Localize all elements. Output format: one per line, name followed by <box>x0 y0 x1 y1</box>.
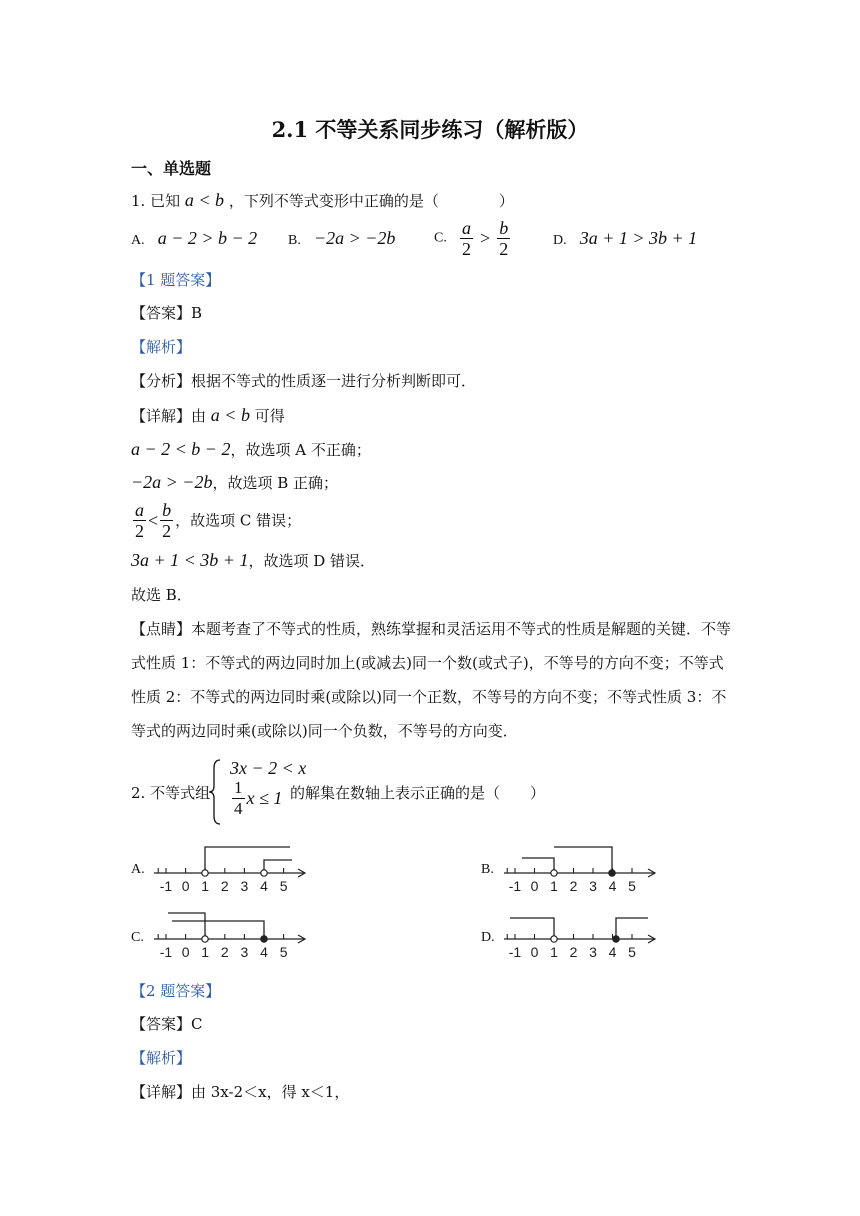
q2-analysis-header: 【解析】 <box>131 1049 192 1067</box>
denominator: 2 <box>135 521 144 541</box>
system-frac <box>232 778 245 819</box>
range-bracket-c1 <box>168 913 205 939</box>
option-c-frac-right <box>497 218 510 259</box>
closed-dot <box>261 936 267 942</box>
q1-detail-line-b <box>131 472 338 493</box>
tick-label: -1 <box>508 944 522 960</box>
denominator: 4 <box>234 799 243 818</box>
q1-option-a <box>131 228 257 249</box>
tick-label: 1 <box>550 878 558 894</box>
q1-stem-suffix: ，下列不等式变形中正确的是（ ） <box>228 192 514 210</box>
tick-label: 1 <box>201 944 210 960</box>
tick-label: 3 <box>240 944 249 960</box>
option-a-math: a − 2 > b − 2 <box>157 228 258 248</box>
q1-dianjing-4: 等式的两边同时乘(或除以)同一个负数，不等号的方向变． <box>131 722 518 740</box>
tick-label: 1 <box>550 944 558 960</box>
denominator: 2 <box>499 239 509 259</box>
detail-suffix: 可得 <box>254 407 285 425</box>
q2-choice-c-label: C. <box>131 930 144 945</box>
q1-answer-header: 【1 题答案】 <box>131 271 221 289</box>
tick-label: 5 <box>628 878 636 894</box>
q1-stem-prefix: 1. 已知 <box>131 192 181 210</box>
line-text: ，故选项 C 错误； <box>175 511 302 530</box>
open-dot <box>202 936 208 942</box>
tick-label: -1 <box>508 878 522 894</box>
tick-label: 5 <box>279 944 288 960</box>
tick-label: 0 <box>181 944 190 960</box>
range-bracket-d1 <box>510 918 554 939</box>
tick-label: 5 <box>279 878 288 894</box>
system-ineq-1: 3x − 2 < x <box>230 758 307 778</box>
line-text: ，故选项 D 错误． <box>248 552 376 570</box>
q1-dianjing-2: 式性质 1：不等式的两边同时加上(或减去)同一个数(或式子)，不等号的方向不变；不等式 <box>131 654 724 672</box>
option-b-math: −2a > −2b <box>313 228 396 248</box>
detail-prefix: 【详解】由 <box>131 407 207 425</box>
open-dot <box>261 870 267 876</box>
numerator: b <box>162 500 172 520</box>
tick-label: 4 <box>608 878 617 894</box>
range-bracket-a2 <box>264 860 292 873</box>
tick-label: 2 <box>569 944 578 960</box>
option-d-math: 3a + 1 > 3b + 1 <box>579 228 698 248</box>
line-op: < <box>148 510 159 531</box>
open-dot <box>202 870 208 876</box>
tick-label: 2 <box>220 878 229 894</box>
line-frac-left <box>133 500 146 541</box>
tick-label: -1 <box>159 944 173 960</box>
q2-choice-b-label: B. <box>481 862 494 877</box>
line-frac-right <box>160 500 173 541</box>
option-c-frac-left <box>460 218 473 259</box>
tick-label: 2 <box>569 878 578 894</box>
numerator: a <box>461 218 471 238</box>
denominator: 2 <box>162 521 172 541</box>
option-label: B. <box>288 233 301 248</box>
tick-label: 3 <box>240 878 249 894</box>
q2-answer: 【答案】C <box>131 1015 203 1033</box>
q1-option-d <box>553 228 697 249</box>
number-line-c <box>150 907 310 963</box>
q1-stem <box>131 190 514 211</box>
system-ineq-2: x ≤ 1 <box>246 788 283 808</box>
number-line-axis <box>504 934 655 960</box>
section-heading: 一、单选题 <box>131 159 212 178</box>
q1-detail-line-d <box>131 550 375 571</box>
q2-answer-header: 【2 题答案】 <box>131 982 221 1000</box>
q1-analysis-header: 【解析】 <box>131 338 192 356</box>
option-label: C. <box>434 230 447 246</box>
q1-conclusion: 故选 B． <box>131 586 192 604</box>
line-math: 3a + 1 < 3b + 1 <box>131 550 249 570</box>
tick-label: 2 <box>220 944 229 960</box>
open-dot <box>551 936 557 942</box>
q2-stem-prefix: 2. 不等式组 <box>131 784 211 802</box>
q2-stem-suffix: 的解集在数轴上表示正确的是（ ） <box>290 784 546 802</box>
number-line-axis <box>154 868 305 894</box>
line-math: −2a > −2b <box>131 472 213 492</box>
numerator: 1 <box>234 778 243 797</box>
q1-fenxi: 【分析】根据不等式的性质逐一进行分析判断即可． <box>131 372 477 390</box>
number-line-d <box>500 907 660 963</box>
line-text: ，故选项 B 正确； <box>212 474 339 492</box>
number-line-a <box>150 840 310 896</box>
numerator: a <box>135 500 144 520</box>
q1-detail-line-c <box>131 500 301 541</box>
range-bracket-b2 <box>554 847 612 873</box>
system-line-1 <box>230 758 306 779</box>
tick-label: 0 <box>181 878 190 894</box>
tick-label: -1 <box>159 878 173 894</box>
number-line-axis <box>504 868 655 894</box>
option-c-op: > <box>480 228 491 248</box>
range-bracket-b1 <box>522 858 554 873</box>
q1-dianjing-1: 【点睛】本题考查了不等式的性质，熟练掌握和灵活运用不等式的性质是解题的关键．不等 <box>131 620 732 638</box>
option-label: D. <box>553 233 567 248</box>
closed-dot <box>609 870 615 876</box>
q1-option-c <box>434 218 512 259</box>
tick-label: 4 <box>260 878 268 894</box>
number-line-b <box>500 840 660 896</box>
tick-label: 1 <box>201 878 210 894</box>
denominator: 2 <box>461 239 471 259</box>
q1-dianjing-3: 性质 2：不等式的两边同时乘(或除以)同一个正数，不等号的方向不变；不等式性质 3：不 <box>131 688 727 706</box>
page-title: 2.1 不等关系同步练习（解析版） <box>271 117 589 142</box>
open-dot <box>551 870 557 876</box>
q2-choice-a-label: A. <box>131 862 145 877</box>
closed-dot <box>613 936 619 942</box>
tick-label: 0 <box>530 878 539 894</box>
q2-detail: 【详解】由 3x-2＜x，得 x＜1， <box>131 1083 350 1101</box>
option-label: A. <box>131 233 145 248</box>
tick-label: 3 <box>589 944 597 960</box>
q1-condition: a < b <box>184 190 225 210</box>
tick-label: 3 <box>589 878 597 894</box>
tick-label: 0 <box>530 944 539 960</box>
tick-label: 4 <box>608 944 617 960</box>
tick-label: 5 <box>628 944 636 960</box>
q1-answer: 【答案】B <box>131 304 203 322</box>
system-brace <box>208 758 224 826</box>
numerator: b <box>499 218 509 238</box>
system-line-2 <box>230 778 282 819</box>
q2-choice-d-label: D. <box>481 930 495 945</box>
detail-condition: a < b <box>210 405 250 425</box>
q1-option-b <box>288 228 395 249</box>
q1-detail-intro <box>131 405 285 426</box>
q1-detail-line-a <box>131 439 371 460</box>
line-math: a − 2 < b − 2 <box>131 439 231 459</box>
number-line-axis <box>154 934 305 960</box>
tick-label: 4 <box>260 944 268 960</box>
line-text: ，故选项 A 不正确； <box>230 441 371 459</box>
